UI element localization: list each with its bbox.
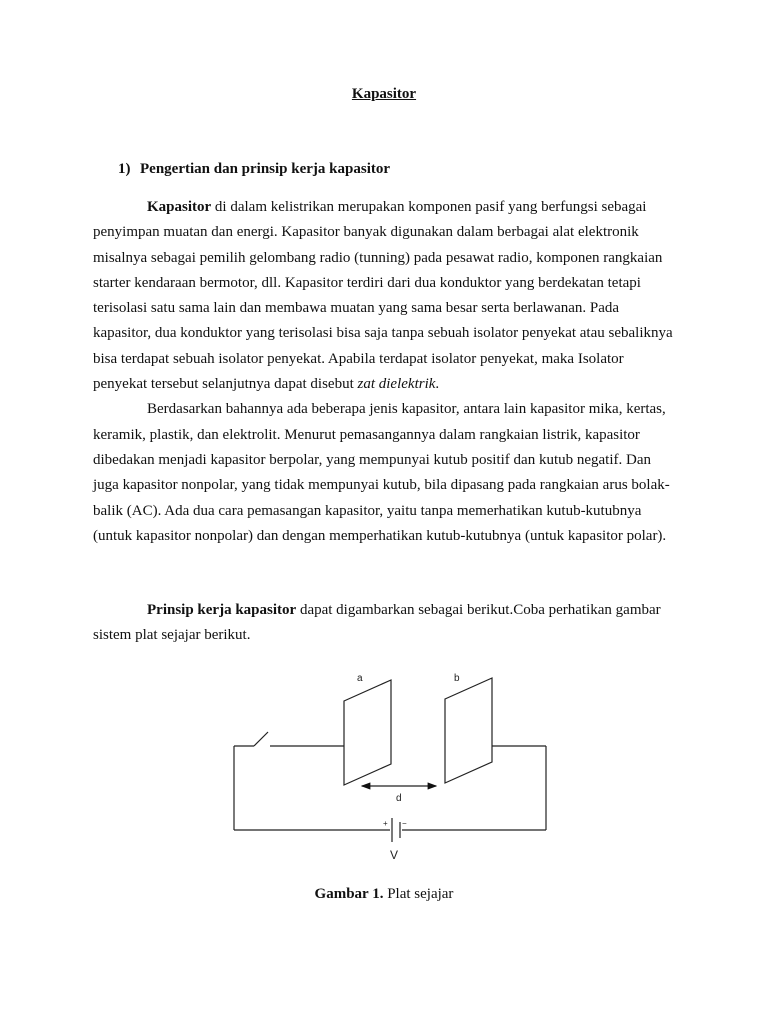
plate-b-label: b	[454, 673, 460, 684]
term-zat-dielektrik: zat dielektrik	[357, 376, 436, 393]
parallel-plate-diagram	[0, 660, 768, 870]
distance-label: d	[396, 793, 402, 804]
page-title: Kapasitor	[351, 86, 417, 102]
plate-a-label: a	[357, 673, 363, 684]
para1-text-b: .	[435, 376, 440, 393]
paragraph-types: Berdasarkan bahannya ada beberapa jenis kapasitor, antara lain kapasitor mika, kertas, keramik, plastik, dan elektrolit. Menurut pemasangannya dalam rangkaian listrik, kapasitor dibedakan menjadi kapasitor berpolar, yang mempunyai kutub positif dan kutub negatif. Dan juga kapasitor nonpolar, yang tidak mempunyai kutub, bila dipasang pada rangkaian arus bolak-balik (AC). Ada dua cara pemasangan kapasitor, yaitu tanpa memerhatikan kutub-kutubnya (untuk kapasitor nonpolar) dan dengan memperhatikan kutub-kutubnya (untuk kapasitor polar).	[93, 401, 670, 544]
plus-label: +	[383, 819, 388, 828]
caption-text: Plat sejajar	[383, 886, 454, 902]
switch-icon	[254, 732, 268, 746]
caption-label: Gambar 1.	[314, 886, 384, 902]
para1-text-a: di dalam kelistrikan merupakan komponen pasif yang berfungsi sebagai penyimpan muatan dan energi. Kapasitor banyak digunakan dalam berbagai alat elektronik misalnya sebagai pemilih gelombang radio (tunning) pada pesawat radio, komponen rangkaian starter kendaraan bermotor, dll. Kapasitor terdiri dari dua konduktor yang berdekatan tetapi terisolasi satu sama lain dan membawa muatan yang sama besar serta berlawanan. Pada kapasitor, dua konduktor yang terisolasi bisa saja tanpa sebuah isolator penyekat atau sebaliknya bisa terdapat sebuah isolator penyekat. Apabila terdapat isolator penyekat, maka Isolator penyekat tersebut selanjutnya dapat disebut	[93, 199, 673, 393]
voltage-label: V	[390, 848, 399, 862]
term-prinsip-kerja: Prinsip kerja kapasitor	[147, 602, 297, 618]
section-heading	[118, 161, 390, 178]
paragraph-definition	[93, 195, 673, 549]
figure-caption	[0, 886, 768, 903]
minus-label: −	[402, 819, 407, 828]
plate-a	[344, 680, 391, 785]
section-number: 1)	[118, 161, 131, 177]
plate-b	[445, 678, 492, 783]
para3-text: dapat digambarkan sebagai berikut.Coba perhatikan gambar sistem plat sejajar berikut.	[93, 602, 661, 644]
paragraph-principle	[93, 598, 673, 649]
term-kapasitor: Kapasitor	[147, 199, 212, 215]
section-title: Pengertian dan prinsip kerja kapasitor	[140, 161, 391, 177]
